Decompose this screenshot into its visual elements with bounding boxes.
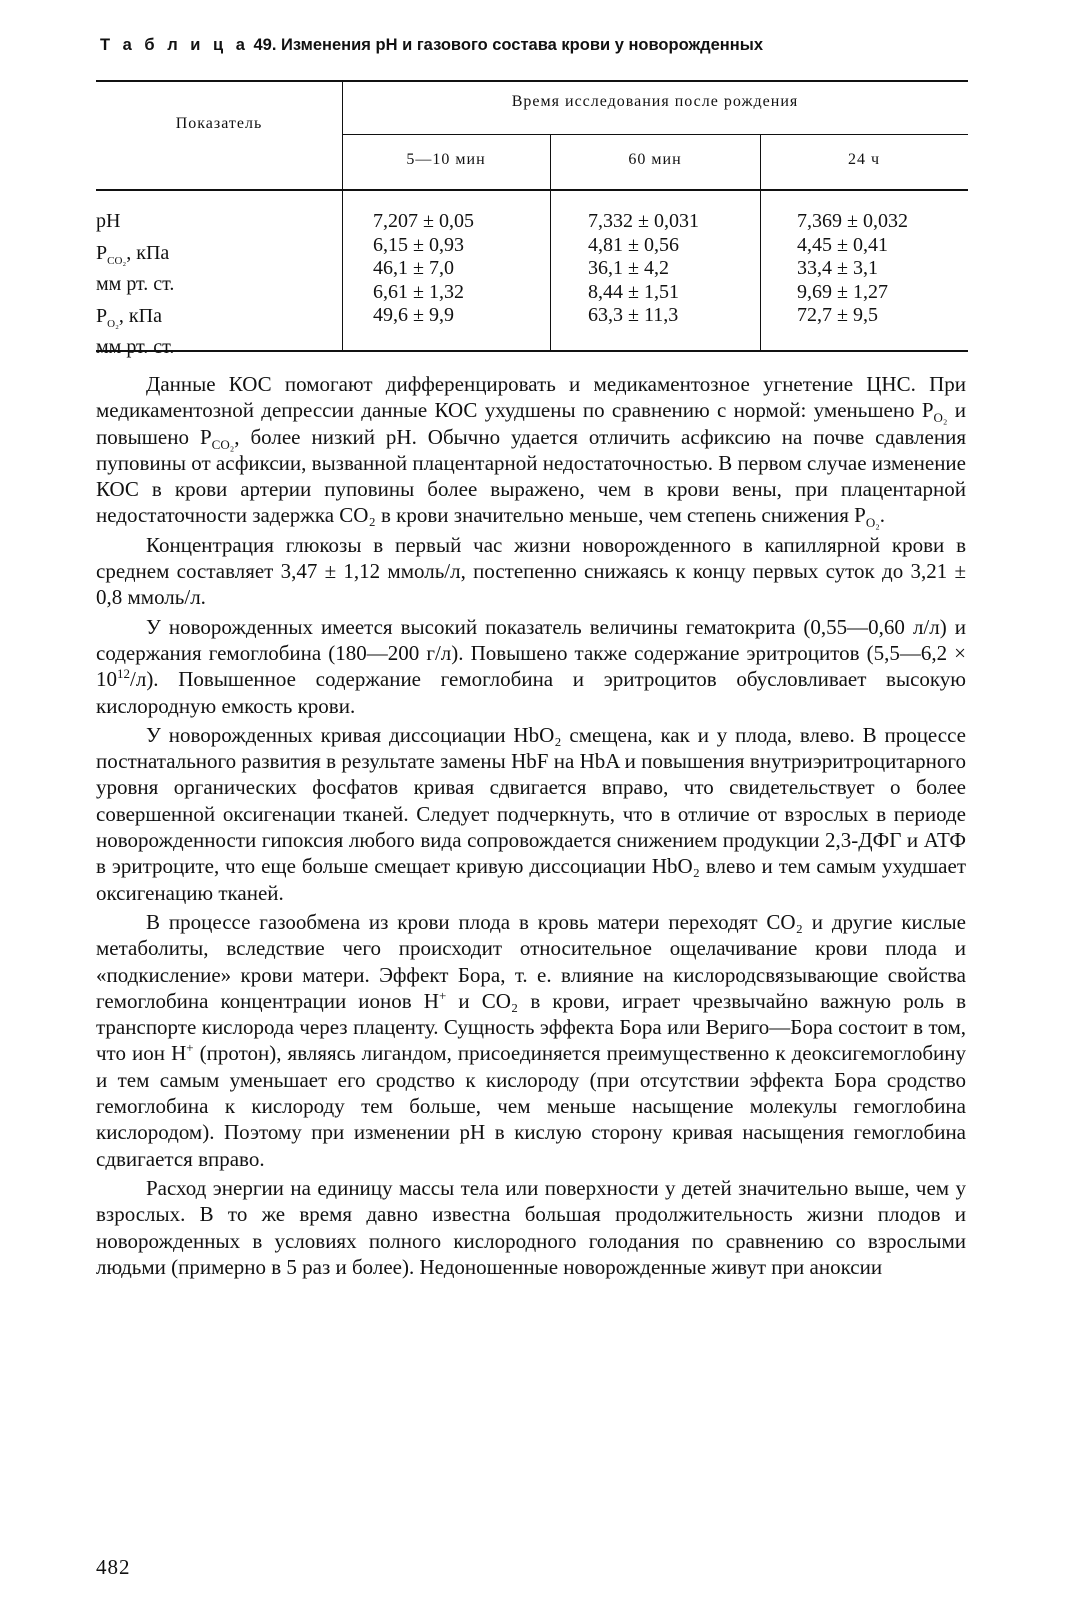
table-cell: 6,15 ± 0,93 [373,233,464,256]
paragraph: У новорожденных кривая диссоциации HbO₂ смещена, как и у плода, влево. В процессе постнатального развития в результате замены HbF на HbA и повышения внутриэритроцитарного уровня органических фосфатов кривая сдвигается вправо, что свидетельствует о более совершенной оксигенации тканей. Следует подчеркнуть, что в отличие от взрослых в периоде новорожденности гипоксия любого вида сопровождается снижением продукции 2,3-ДФГ и АТФ в эритроците, что еще больше смещает кривую диссоциации HbO₂ влево и тем самым ухудшает оксигенацию тканей. [96,722,966,905]
table-header-time: Время исследования после рождения [511,93,799,110]
table-column-header: 24 ч [847,151,881,168]
table-header-bottom-rule [96,189,968,191]
table-header-indicator: Показатель [175,115,263,132]
table-cell: 49,6 ± 9,9 [373,304,454,326]
table-cell: 4,45 ± 0,41 [797,233,888,256]
row-label: $P_{CO_2}$, кПа [96,241,170,267]
table-cell: 63,3 ± 11,3 [588,304,679,326]
table-cell: 7,332 ± 0,031 [588,210,699,232]
table-subheader-rule [342,134,968,135]
row-label: $P_{O_2}$, кПа [96,304,162,330]
table-caption [100,36,980,55]
table-cell: 6,61 ± 1,32 [373,280,464,303]
table-bottom-rule [96,350,968,352]
table-column-header: 5—10 мин [406,151,486,168]
table-cell: 9,69 ± 1,27 [797,280,888,303]
paragraph: Концентрация глюкозы в первый час жизни новорожденного в капиллярной крови в среднем составляет 3,47 ± 1,12 ммоль/л, постепенно снижаясь к концу первых суток до 3,21 ± 0,8 ммоль/л. [96,532,966,610]
table-cell: 46,1 ± 7,0 [373,257,454,279]
table-label-column [96,210,174,368]
table-cell: 8,44 ± 1,51 [588,280,679,303]
row-label: pH [96,210,121,232]
table-cell: 7,369 ± 0,032 [797,210,908,232]
table-cell: 4,81 ± 0,56 [588,233,679,256]
body-text [96,371,966,1283]
table-cell: 36,1 ± 4,2 [588,257,669,279]
table-values-60-min [588,210,699,328]
paragraph: В процессе газообмена из крови плода в кровь матери переходят CO₂ и другие кислые метаболиты, вследствие чего происходит относительное ощелачивание крови плода и «подкисление» крови матери. Эффект Бора, т. е. влияние на кислородсвязывающие свойства гемоглобина концентрации ионов H+ и CO₂ в крови, играет чрезвычайно важную роль в транспорте кислорода через плаценту. Сущность эффекта Бора или Вериго—Бора состоит в том, что ион H+ (протон), являясь лигандом, присоединяется преимущественно к деоксигемоглобину и тем самым уменьшает его сродство к кислороду (при отсутствии эффекта Бора сродство гемоглобина к кислороду тем больше, чем меньше насыщение молекулы гемоглобина кислородом). Поэтому при изменении pH в кислую сторону кривая насыщения гемоглобина сдвигается вправо. [96,909,966,1171]
table-top-rule [96,80,968,82]
paragraph: Данные КОС помогают дифференцировать и медикаментозное угнетение ЦНС. При медикаментозной депрессии данные КОС ухудшены по сравнению с нормой: уменьшено $P_{O_2}$ и повышено $P_{CO_2}$, более низкий pH. Обычно удается отличить асфиксию на почве сдавления пуповины от асфиксии, вызванной плацентарной недостаточностью. В первом случае изменение КОС в крови артерии пуповины более выражено, чем в крови вены, при плацентарной недостаточности задержка CO₂ в крови значительно меньше, чем степень снижения $P_{O_2}$. [96,372,967,531]
table-divider-1 [342,80,343,351]
table-cell: 33,4 ± 3,1 [797,257,878,279]
table-cell: 7,207 ± 0,05 [373,210,474,232]
table-caption-label: Т а б л и ц а [100,36,249,54]
table-caption-title: 49. Изменения pH и газового состава крови у новорожденных [248,36,764,54]
row-label: мм рт. ст. [96,336,175,358]
table-values-5-10-min [373,210,474,328]
page-number: 482 [96,1555,131,1579]
paragraph: У новорожденных имеется высокий показатель величины гематокрита (0,55—0,60 л/л) и содержания гемоглобина (180—200 г/л). Повышено также содержание эритроцитов (5,5—6,2 × $10^{12}/л$). Повышенное содержание гемоглобина и эритроцитов обусловливает высокую кислородную емкость крови. [96,614,966,718]
paragraph: Расход энергии на единицу массы тела или поверхности у детей значительно выше, чем у взрослых. В то же время давно известна большая продолжительность жизни плодов и новорожденных в условиях полного кислородного голодания по сравнению со взрослыми людьми (примерно в 5 раз и более). Недоношенные новорожденные живут при аноксии [96,1175,966,1279]
table-values-24-h [797,210,908,328]
table-cell: 72,7 ± 9,5 [797,304,878,326]
row-label: мм рт. ст. [96,273,175,295]
table-column-header: 60 мин [628,151,682,168]
